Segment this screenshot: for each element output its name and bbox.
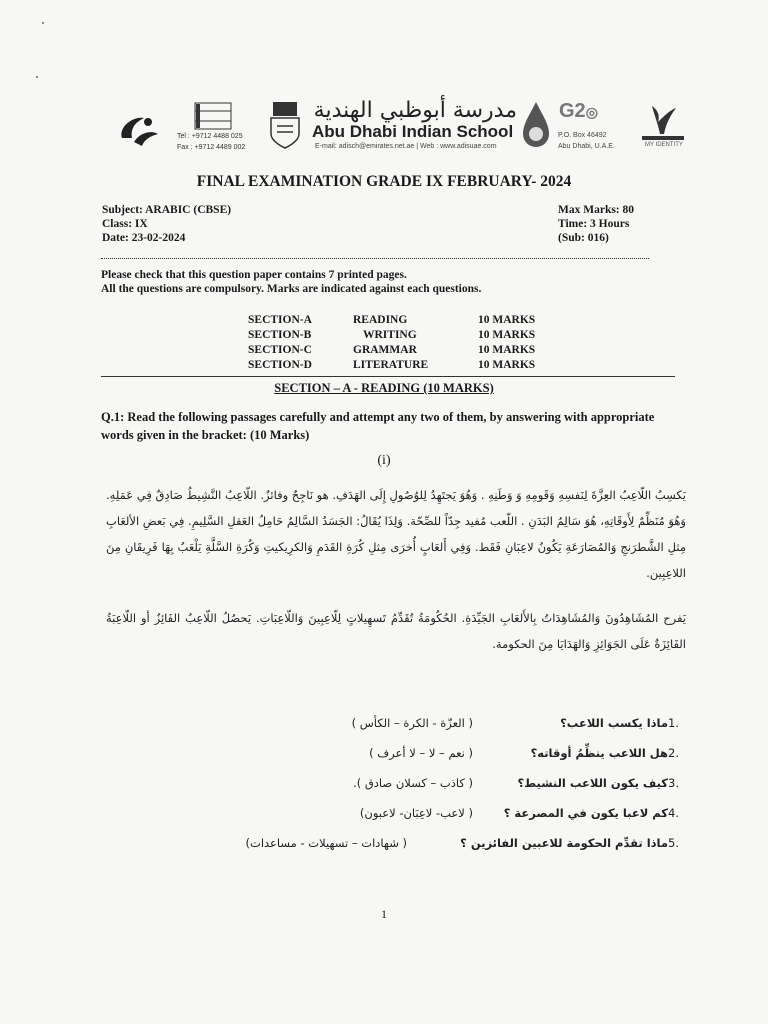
solid-divider [101, 376, 675, 377]
list-item [128, 738, 688, 768]
section-a-heading: SECTION – A - READING (10 MARKS) [274, 381, 494, 395]
question-options: ( كاذب – كسلان صادق ). [353, 776, 473, 790]
question-number: 2. [668, 746, 679, 760]
passage-paragraph-1: يَكسِبُ اللّاعِبُ العِزَّةَ لِنَفسِهِ وَقَومِهِ وَ وَطَنِهِ . وَهُوَ يَجتَهِدُ لِلوُصُولِ إِلَى الهَدَفِ. هو نَاجِحٌ وفائزٌ. اللّاعِبُ النَّشِيطُ صَادِقٌ فِي عَمَلِهِ. وَهُوَ مُنَظِّمٌ لِأَوقَاتِهِ، هُوَ سَالِمُ البَدَنِ . اللّعب مُفيد جِدّاً للصِّحّة. وَلِذَا يُقَالُ: الجَسَدُ السَّالِمُ حَامِلُ العَقلِ السَّلِيمِ. فِي بَعضِ الألعَابِ مِثلِ الشَّطرَنجِ وَالمُصَارَعَةِ يَكُونُ لاعِبَانِ فَقَط. وَفِي أَلعَابٍ أُخرَى مِثلِ كُرَةِ القَدَمِ وَالكرِيكيتِ وَكُرَةِ السَّلَّةِ يَلْعَبُ بِهَا فَرِيقَانِ مِنَ اللاعِبِين. [106, 488, 686, 580]
email-web-line: E-mail: adisch@emirates.net.ae | Web : www.adisuae.com [315, 143, 497, 150]
school-name-arabic: مدرسة أبوظبي الهندية [313, 98, 517, 123]
question-options: ( نعم – لا – لا أعرف ) [369, 746, 473, 760]
school-name-english: Abu Dhabi Indian School [312, 122, 514, 141]
section-name: WRITING [363, 329, 417, 341]
sections-table [248, 313, 558, 373]
question-text: كم لاعبا يكون في المصرعة ؟ [503, 806, 668, 820]
question-options: ( لاعب- لاعِبَان- لاعبون) [359, 806, 473, 820]
pobox-line: P.O. Box 46492 [558, 132, 607, 139]
instruction-pages: Please check that this question paper contains 7 printed pages. [101, 269, 407, 281]
question-text: ماذا تقدِّم الحكومة للاعبين الفائزين ؟ [460, 836, 668, 850]
list-item [128, 798, 688, 828]
exam-meta-left [102, 203, 231, 245]
list-item [128, 708, 688, 738]
identity-caption: MY IDENTITY [645, 142, 683, 148]
date-line: Date: 23-02-2024 [102, 232, 186, 244]
question-options: ( شهادات – تسهيلات - مساعدات) [245, 836, 407, 850]
fax-line: Fax : +9712 4489 002 [177, 144, 246, 151]
table-row [248, 343, 558, 358]
school-crest-icon [267, 100, 303, 150]
question-number: 3. [668, 776, 679, 790]
question-number: 1. [668, 716, 679, 730]
g2-logo: G2◎ [559, 100, 598, 122]
subject-line: Subject: ARABIC (CBSE) [102, 204, 232, 216]
exam-meta-right [558, 203, 634, 245]
page-number: 1 [381, 907, 387, 921]
section-marks: 10 MARKS [478, 344, 536, 356]
max-marks-line: Max Marks: 80 [558, 204, 635, 216]
exam-title: FINAL EXAMINATION GRADE IX FEBRUARY- 2024 [196, 173, 572, 190]
question-options: ( العزّة - الكرة – الكأس ) [351, 716, 473, 730]
question-text: ماذا يكسب اللاعب؟ [560, 716, 668, 730]
section-name: LITERATURE [353, 359, 429, 371]
phone-line: Tel : +9712 4488 025 [177, 133, 243, 140]
dotted-divider [101, 258, 649, 259]
building-gate-icon [193, 101, 233, 131]
scan-speck [42, 22, 44, 24]
question-list [128, 708, 688, 858]
passage-paragraph-2: يَفرح المُشَاهِدُونَ وَالمُشَاهِدَاتُ بِالأَلعَابِ الجَيِّدَةِ. الحُكُومَةُ تُقَدِّمُ تَسهِيلاتٍ لِلّاعِبِينَ وَاللّاعِبَاتِ. يَحصُلُ اللّاعِبُ الفَائِزُ أو اللّاعِبَةُ الفَائِزَةُ عَلَى الجَوَائِزِ وَالهَدَايَا مِنَ الحكومة. [106, 611, 686, 651]
time-line: Time: 3 Hours [558, 218, 630, 230]
question-text: كيف يكون اللاعب النشيط؟ [517, 776, 668, 790]
drop-emblem-icon [521, 100, 551, 150]
class-line: Class: IX [102, 218, 148, 230]
city-line: Abu Dhabi, U.A.E. [558, 143, 615, 150]
table-row [248, 313, 558, 328]
postal-address [558, 130, 615, 152]
question-1-prompt: Q.1: Read the following passages carefully and attempt any two of them, by answering with appropriate words given in the bracket: (10 Marks) [101, 410, 655, 442]
list-item [128, 768, 688, 798]
section-id: SECTION-B [248, 329, 312, 341]
section-name: GRAMMAR [353, 344, 417, 356]
passage-label: (i) [377, 453, 391, 468]
sub-code-line: (Sub: 016) [558, 232, 609, 244]
section-marks: 10 MARKS [478, 314, 536, 326]
table-row [248, 358, 558, 373]
instruction-compulsory: All the questions are compulsory. Marks are indicated against each questions. [101, 283, 482, 295]
list-item [128, 828, 688, 858]
question-number: 4. [668, 806, 679, 820]
section-id: SECTION-A [248, 314, 312, 326]
table-row [248, 328, 558, 343]
contact-info [177, 131, 245, 153]
scan-speck [36, 76, 38, 78]
question-number: 5. [668, 836, 679, 850]
section-name: READING [353, 314, 408, 326]
instructions [101, 268, 481, 296]
question-text: هل اللاعب ينظِّمُ أوقاته؟ [530, 746, 668, 760]
section-id: SECTION-C [248, 344, 312, 356]
school-emblem-icon [114, 108, 164, 152]
section-marks: 10 MARKS [478, 359, 536, 371]
section-id: SECTION-D [248, 359, 312, 371]
section-marks: 10 MARKS [478, 329, 536, 341]
